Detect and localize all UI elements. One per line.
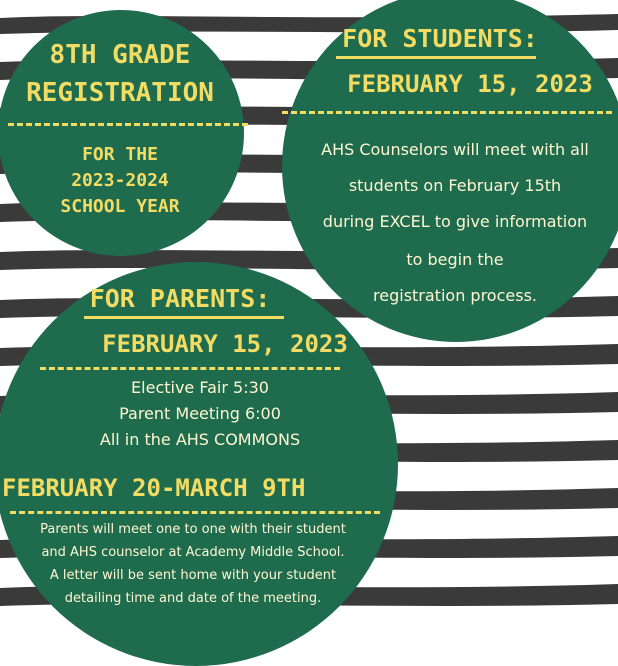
students-heading-underline [336,56,536,59]
students-date: FEBRUARY 15, 2023 [347,70,593,98]
students-body-line5: registration process. [373,286,537,305]
parents-heading: FOR PARENTS: [89,284,271,313]
parents-divider [40,367,340,370]
parents-body-line3: A letter will be sent home with your student [49,568,337,583]
students-heading: FOR STUDENTS: [342,24,538,53]
parents-body-line2: and AHS counselor at Academy Middle School. [41,545,345,560]
registration-title-line2: REGISTRATION [26,78,214,108]
parents-date: FEBRUARY 15, 2023 [102,330,348,358]
registration-divider [8,123,248,126]
students-body-line1: AHS Counselors will meet with all [321,140,589,159]
registration-subtitle-line1: FOR THE [82,144,158,165]
parents-date2: FEBRUARY 20-MARCH 9TH [2,474,306,502]
registration-subtitle-line2: 2023-2024 [71,170,169,191]
parents-event-line3: All in the AHS COMMONS [99,430,301,449]
students-body-line4: to begin the [406,250,504,269]
parents-divider2 [10,511,380,514]
students-body-line3: during EXCEL to give information [322,212,588,231]
registration-title-line1: 8TH GRADE [49,40,191,70]
parents-event-line2: Parent Meeting 6:00 [119,404,281,423]
students-body-line2: students on February 15th [348,176,562,195]
parents-body-line1: Parents will meet one to one with their student [40,522,346,537]
parents-heading-underline [84,316,284,319]
registration-subtitle-line3: SCHOOL YEAR [60,196,180,217]
students-divider [282,111,612,114]
parents-body-line4: detailing time and date of the meeting. [64,591,322,606]
parents-event-line1: Elective Fair 5:30 [131,378,269,397]
